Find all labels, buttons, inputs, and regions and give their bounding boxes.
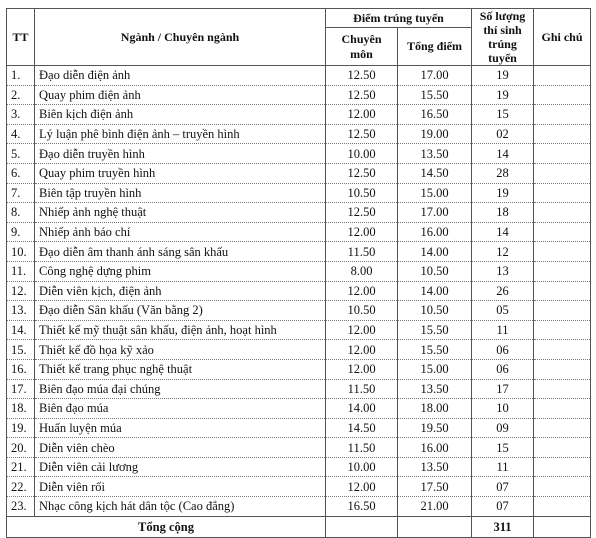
total-total-empty xyxy=(398,516,472,537)
row-number: 16. xyxy=(7,359,35,379)
table-row xyxy=(7,85,591,105)
admitted-count: 07 xyxy=(472,497,534,517)
major-name: Biên kịch điện ảnh xyxy=(35,105,326,125)
major-name: Biên đạo múa đại chúng xyxy=(35,379,326,399)
total-score: 14.00 xyxy=(398,281,472,301)
admission-results-document xyxy=(6,8,591,538)
total-score: 15.50 xyxy=(398,340,472,360)
row-number: 4. xyxy=(7,124,35,144)
total-score: 17.00 xyxy=(398,66,472,86)
major-name: Nhạc công kịch hát dân tộc (Cao đẳng) xyxy=(35,497,326,517)
admitted-count: 11 xyxy=(472,320,534,340)
table-row xyxy=(7,340,591,360)
admitted-count: 14 xyxy=(472,144,534,164)
row-number: 5. xyxy=(7,144,35,164)
row-number: 6. xyxy=(7,163,35,183)
total-score: 16.50 xyxy=(398,105,472,125)
specialty-score: 12.50 xyxy=(326,203,398,223)
row-number: 14. xyxy=(7,320,35,340)
total-score: 14.00 xyxy=(398,242,472,262)
note-cell xyxy=(534,320,591,340)
row-number: 10. xyxy=(7,242,35,262)
row-number: 3. xyxy=(7,105,35,125)
row-number: 17. xyxy=(7,379,35,399)
note-cell xyxy=(534,222,591,242)
note-cell xyxy=(534,301,591,321)
table-row xyxy=(7,242,591,262)
row-number: 20. xyxy=(7,438,35,458)
specialty-score: 10.50 xyxy=(326,301,398,321)
admitted-count: 11 xyxy=(472,457,534,477)
admitted-count: 09 xyxy=(472,418,534,438)
total-score: 13.50 xyxy=(398,457,472,477)
specialty-score: 14.00 xyxy=(326,399,398,419)
row-number: 8. xyxy=(7,203,35,223)
note-cell xyxy=(534,379,591,399)
note-cell xyxy=(534,457,591,477)
specialty-score: 10.50 xyxy=(326,183,398,203)
note-cell xyxy=(534,144,591,164)
admitted-count: 15 xyxy=(472,438,534,458)
table-row xyxy=(7,379,591,399)
major-name: Đạo diễn Sân khấu (Văn bằng 2) xyxy=(35,301,326,321)
header-specialty: Chuyên môn xyxy=(326,28,398,66)
note-cell xyxy=(534,163,591,183)
row-number: 7. xyxy=(7,183,35,203)
specialty-score: 12.00 xyxy=(326,477,398,497)
table-row xyxy=(7,418,591,438)
admitted-count: 10 xyxy=(472,399,534,419)
note-cell xyxy=(534,477,591,497)
row-number: 1. xyxy=(7,66,35,86)
admitted-count: 06 xyxy=(472,340,534,360)
total-score: 19.50 xyxy=(398,418,472,438)
header-score-group: Điểm trúng tuyển xyxy=(326,9,472,28)
total-score: 10.50 xyxy=(398,261,472,281)
table-row xyxy=(7,163,591,183)
table-row xyxy=(7,261,591,281)
specialty-score: 12.50 xyxy=(326,163,398,183)
table-row xyxy=(7,281,591,301)
specialty-score: 8.00 xyxy=(326,261,398,281)
major-name: Diễn viên rối xyxy=(35,477,326,497)
note-cell xyxy=(534,340,591,360)
total-score: 17.50 xyxy=(398,477,472,497)
table-row xyxy=(7,359,591,379)
specialty-score: 14.50 xyxy=(326,418,398,438)
specialty-score: 12.00 xyxy=(326,320,398,340)
total-count: 311 xyxy=(472,516,534,537)
row-number: 22. xyxy=(7,477,35,497)
total-note-empty xyxy=(534,516,591,537)
major-name: Quay phim điện ảnh xyxy=(35,85,326,105)
row-number: 18. xyxy=(7,399,35,419)
table-row xyxy=(7,105,591,125)
note-cell xyxy=(534,281,591,301)
admitted-count: 05 xyxy=(472,301,534,321)
note-cell xyxy=(534,418,591,438)
note-cell xyxy=(534,124,591,144)
admitted-count: 06 xyxy=(472,359,534,379)
row-number: 21. xyxy=(7,457,35,477)
major-name: Thiết kế đồ họa kỹ xảo xyxy=(35,340,326,360)
header-major: Ngành / Chuyên ngành xyxy=(35,9,326,66)
row-number: 9. xyxy=(7,222,35,242)
note-cell xyxy=(534,203,591,223)
total-score: 15.00 xyxy=(398,183,472,203)
table-row xyxy=(7,124,591,144)
table-row xyxy=(7,144,591,164)
total-specialty-empty xyxy=(326,516,398,537)
table-row xyxy=(7,497,591,517)
total-score: 19.00 xyxy=(398,124,472,144)
specialty-score: 11.50 xyxy=(326,438,398,458)
specialty-score: 12.00 xyxy=(326,340,398,360)
note-cell xyxy=(534,66,591,86)
admitted-count: 18 xyxy=(472,203,534,223)
note-cell xyxy=(534,438,591,458)
major-name: Biên tập truyền hình xyxy=(35,183,326,203)
total-score: 10.50 xyxy=(398,301,472,321)
major-name: Thiết kế mỹ thuật sân khấu, điện ảnh, hoạt hình xyxy=(35,320,326,340)
major-name: Thiết kế trang phục nghệ thuật xyxy=(35,359,326,379)
total-row xyxy=(7,516,591,537)
row-number: 13. xyxy=(7,301,35,321)
admitted-count: 15 xyxy=(472,105,534,125)
specialty-score: 12.50 xyxy=(326,85,398,105)
admitted-count: 26 xyxy=(472,281,534,301)
header-note: Ghi chú xyxy=(534,9,591,66)
row-number: 15. xyxy=(7,340,35,360)
row-number: 19. xyxy=(7,418,35,438)
total-score: 15.50 xyxy=(398,85,472,105)
specialty-score: 11.50 xyxy=(326,242,398,262)
major-name: Nhiếp ảnh nghệ thuật xyxy=(35,203,326,223)
admitted-count: 07 xyxy=(472,477,534,497)
total-score: 17.00 xyxy=(398,203,472,223)
specialty-score: 12.00 xyxy=(326,281,398,301)
admitted-count: 14 xyxy=(472,222,534,242)
specialty-score: 12.50 xyxy=(326,66,398,86)
row-number: 23. xyxy=(7,497,35,517)
major-name: Quay phim truyền hình xyxy=(35,163,326,183)
admitted-count: 17 xyxy=(472,379,534,399)
table-row xyxy=(7,457,591,477)
specialty-score: 12.50 xyxy=(326,124,398,144)
admitted-count: 19 xyxy=(472,66,534,86)
header-tt: TT xyxy=(7,9,35,66)
major-name: Nhiếp ảnh báo chí xyxy=(35,222,326,242)
specialty-score: 10.00 xyxy=(326,457,398,477)
major-name: Đạo diễn âm thanh ánh sáng sân khấu xyxy=(35,242,326,262)
total-score: 13.50 xyxy=(398,379,472,399)
table-row xyxy=(7,477,591,497)
total-score: 16.00 xyxy=(398,438,472,458)
total-score: 14.50 xyxy=(398,163,472,183)
total-label: Tổng cộng xyxy=(7,516,326,537)
total-score: 16.00 xyxy=(398,222,472,242)
total-score: 13.50 xyxy=(398,144,472,164)
specialty-score: 12.00 xyxy=(326,359,398,379)
table-row xyxy=(7,222,591,242)
total-score: 21.00 xyxy=(398,497,472,517)
admission-table xyxy=(6,8,591,538)
major-name: Đạo diễn điện ảnh xyxy=(35,66,326,86)
major-name: Diễn viên chèo xyxy=(35,438,326,458)
note-cell xyxy=(534,261,591,281)
row-number: 11. xyxy=(7,261,35,281)
major-name: Diễn viên kịch, điện ảnh xyxy=(35,281,326,301)
major-name: Huấn luyện múa xyxy=(35,418,326,438)
note-cell xyxy=(534,242,591,262)
total-score: 15.00 xyxy=(398,359,472,379)
table-row xyxy=(7,438,591,458)
admitted-count: 19 xyxy=(472,85,534,105)
major-name: Lý luận phê bình điện ảnh – truyền hình xyxy=(35,124,326,144)
table-row xyxy=(7,301,591,321)
note-cell xyxy=(534,359,591,379)
specialty-score: 10.00 xyxy=(326,144,398,164)
table-body xyxy=(7,66,591,517)
admitted-count: 12 xyxy=(472,242,534,262)
note-cell xyxy=(534,399,591,419)
row-number: 12. xyxy=(7,281,35,301)
table-row xyxy=(7,399,591,419)
admitted-count: 28 xyxy=(472,163,534,183)
admitted-count: 02 xyxy=(472,124,534,144)
major-name: Công nghệ dựng phim xyxy=(35,261,326,281)
specialty-score: 12.00 xyxy=(326,222,398,242)
admitted-count: 13 xyxy=(472,261,534,281)
note-cell xyxy=(534,183,591,203)
table-row xyxy=(7,183,591,203)
header-total: Tổng điểm xyxy=(398,28,472,66)
table-row xyxy=(7,66,591,86)
specialty-score: 16.50 xyxy=(326,497,398,517)
table-row xyxy=(7,320,591,340)
row-number: 2. xyxy=(7,85,35,105)
table-row xyxy=(7,203,591,223)
major-name: Diễn viên cải lương xyxy=(35,457,326,477)
specialty-score: 12.00 xyxy=(326,105,398,125)
major-name: Biên đạo múa xyxy=(35,399,326,419)
major-name: Đạo diễn truyền hình xyxy=(35,144,326,164)
note-cell xyxy=(534,497,591,517)
header-count: Số lượng thí sinh trúng tuyển xyxy=(472,9,534,66)
note-cell xyxy=(534,105,591,125)
specialty-score: 11.50 xyxy=(326,379,398,399)
total-score: 18.00 xyxy=(398,399,472,419)
admitted-count: 19 xyxy=(472,183,534,203)
total-score: 15.50 xyxy=(398,320,472,340)
note-cell xyxy=(534,85,591,105)
